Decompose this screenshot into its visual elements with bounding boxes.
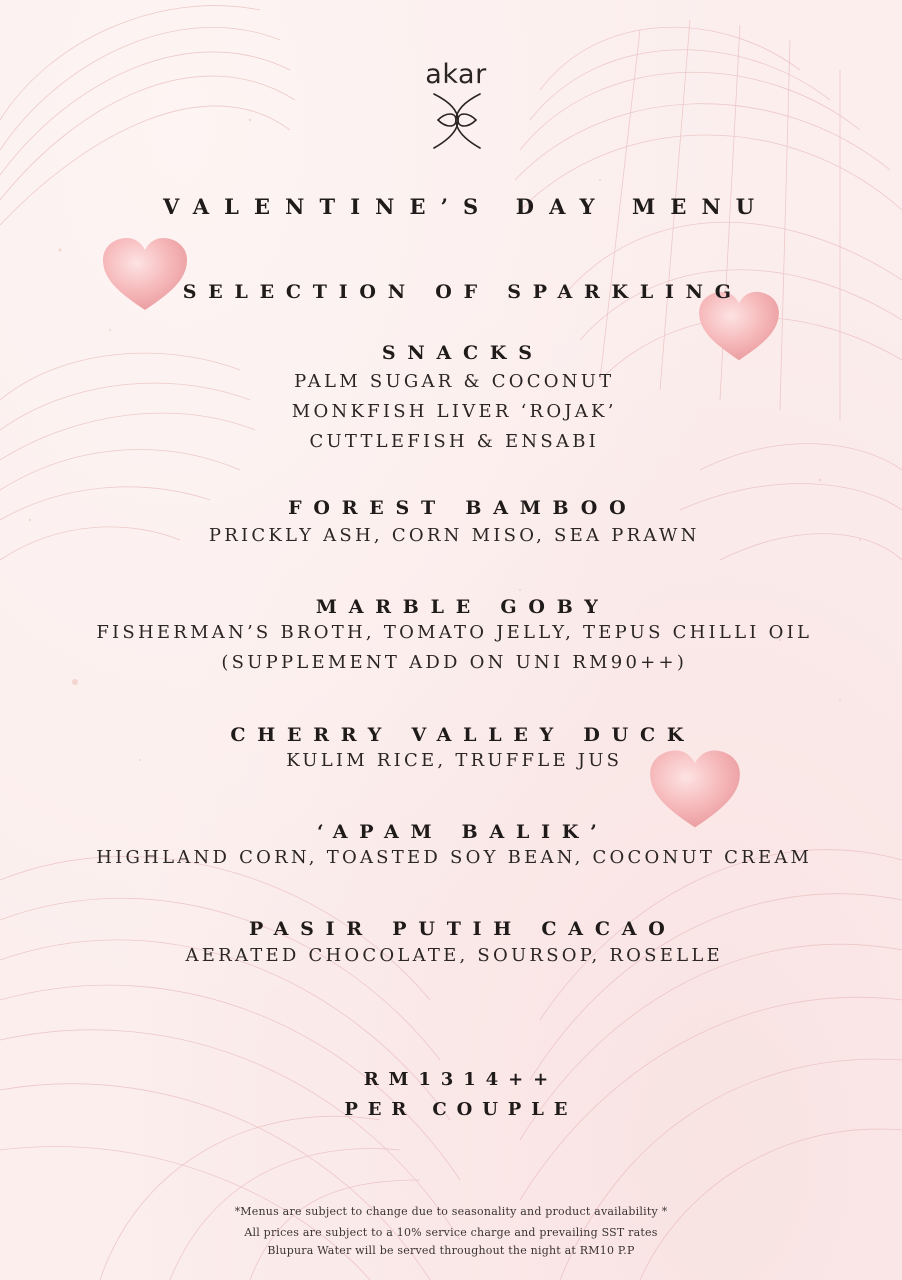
menu-title: VALENTINE’S DAY MENU [162,194,770,219]
course-item: FISHERMAN’S BROTH, TOMATO JELLY, TEPUS CHILLI OIL [96,622,813,643]
course-heading-forest-bamboo: FOREST BAMBOO [288,497,638,519]
course-item: AERATED CHOCOLATE, SOURSOP, ROSELLE [185,945,723,966]
footnote: Blupura Water will be served throughout the night at RM10 P.P [267,1244,635,1257]
footnote: All prices are subject to a 10% service charge and prevailing SST rates [244,1226,658,1239]
course-heading-marble-goby: MARBLE GOBY [315,596,610,618]
course-item: KULIM RICE, TRUFFLE JUS [286,750,623,771]
course-item: CUTTLEFISH & ENSABI [309,431,600,452]
course-item: (SUPPLEMENT ADD ON UNI RM90++) [221,652,688,673]
course-heading-pasir-putih-cacao: PASIR PUTIH CACAO [248,918,677,940]
sparkling-heading: SELECTION OF SPARKLING [182,281,743,303]
course-heading-apam-balik: ‘APAM BALIK’ [316,821,609,843]
footnote: *Menus are subject to change due to seasonality and product availability * [234,1205,668,1218]
course-heading-cherry-valley-duck: CHERRY VALLEY DUCK [230,724,696,746]
course-item: PRICKLY ASH, CORN MISO, SEA PRAWN [208,525,700,546]
course-item: MONKFISH LIVER ‘ROJAK’ [291,401,617,422]
logo-wordmark: akar [425,59,487,90]
course-heading-snacks: SNACKS [381,342,544,364]
course-item: PALM SUGAR & COCONUT [294,371,615,392]
price-unit: PER COUPLE [344,1099,578,1120]
course-item: HIGHLAND CORN, TOASTED SOY BEAN, COCONUT CREAM [96,847,813,868]
price-amount: RM1314++ [363,1069,559,1090]
